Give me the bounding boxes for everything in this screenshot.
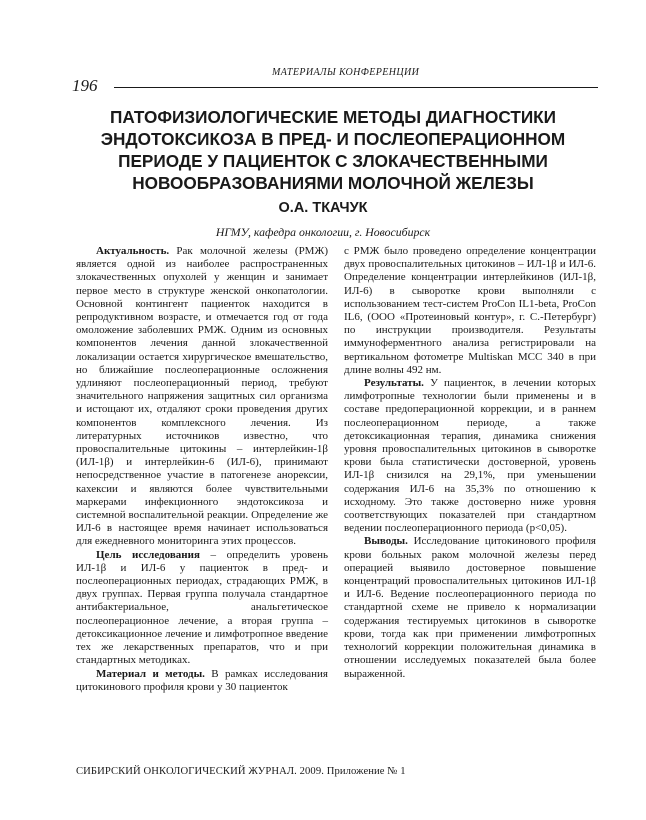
conclusions-paragraph (344, 535, 596, 680)
aim-paragraph (76, 549, 328, 668)
results-text: У пациенток, в лечении которых лимфотропные технологии были применены и в составе предоперационной коррекции, и в раннем послеоперационном периоде, а также детоксикационная терапия, динамика снижения уровня провоспалительных цитокинов в сыворотке крови была статистически достоверной, уровень ИЛ-1β снизился на 29,1%, при уменьшении содержания ИЛ-6 на 35,3% по отношению к исходному. Это также достоверно ниже уровня соответствующих показателей при стандартном ведении послеоперационного периода (р<0,05). (344, 377, 596, 535)
running-head: МАТЕРИАЛЫ КОНФЕРЕНЦИИ (272, 67, 420, 78)
article-title (80, 106, 586, 194)
title-line: НОВООБРАЗОВАНИЯМИ МОЛОЧНОЙ ЖЕЛЕЗЫ (132, 173, 534, 193)
title-line: ЭНДОТОКСИКОЗА В ПРЕД- И ПОСЛЕОПЕРАЦИОННОМ (100, 129, 566, 149)
aim-text: – определить уровень ИЛ-1β и ИЛ-6 у пациенток в пред- и послеоперационных периодах, страдающих РМЖ, в двух группах. Первая группа получала стандартное антибактериальное, анальгетическое послеоперационное лечение, а вторая группа – детоксикационное лечение и лимфотропное введение тех же лекарственных препаратов, что и при стандартных методиках. (76, 548, 329, 667)
methods-text-right: с РМЖ было проведено определение концентрации двух провоспалительных цитокинов – ИЛ-1β и ИЛ-6. Определение концентрации интерлейкинов (ИЛ-1β, ИЛ-6) в сыворотке крови выполняли с использованием тест-систем ProCon IL1-beta, ProCon IL6, (ООО «Протеиновый контур», г. С.-Петербург) по инструкции производителя. Результаты иммуноферментного анализа регистрировали на вертикальном фотометре Multiskan MCC 340 в при длине волны 492 нм. (344, 245, 596, 376)
results-heading: Результаты. (364, 377, 424, 390)
conclusions-heading: Выводы. (364, 535, 408, 548)
methods-continued-paragraph (344, 245, 596, 377)
left-column (76, 245, 328, 694)
page-number: 196 (72, 76, 98, 95)
methods-paragraph (76, 668, 328, 694)
journal-footer: СИБИРСКИЙ ОНКОЛОГИЧЕСКИЙ ЖУРНАЛ. 2009. Приложение № 1 (76, 766, 406, 777)
relevance-text: Рак молочной железы (РМЖ) является одной из наиболее распространенных злокачественных опухолей у женщин и занимает первое место в структуре женской онкопатологии. Основной контингент пациенток находится в репродуктивном возрасте, и отмечается год от года омоложение заболевших РМЖ. Одним из основных компонентов лечения данной злокачественной локализации остается хирургическое вмешательство, но ближайшие послеоперационные осложнения удлиняют послеоперационный период, требуют значительного напряжения защитных сил организма и истощают их, отдаляют сроки проведения других компонентов комплексного лечения. Из литературных источников известно, что провоспалительные цитокины – интерлейкин-1β (ИЛ-1β) и интерлейкин-6 (ИЛ-6), принимают непосредственное участие в патогенезе анорексии, кахексии и являются более чувствительными маркерами инфекционного эндотоксикоза и системной воспалительной реакции. Определение же ИЛ-6 в настоящее время начинает использоваться для ежедневного мониторинга этих процессов. (76, 245, 328, 548)
relevance-paragraph (76, 245, 328, 549)
right-column (344, 245, 596, 681)
author-name: О.А. ТКАЧУК (278, 200, 368, 216)
author-affiliation: НГМУ, кафедра онкологии, г. Новосибирск (215, 225, 431, 239)
title-line: ПЕРИОДЕ У ПАЦИЕНТОК С ЗЛОКАЧЕСТВЕННЫМИ (118, 151, 548, 171)
title-line: ПАТОФИЗИОЛОГИЧЕСКИЕ МЕТОДЫ ДИАГНОСТИКИ (109, 107, 557, 127)
conclusions-text: Исследование цитокинового профиля крови больных раком молочной железы перед операцией выявило достоверное повышение концентраций провоспалительных цитокинов ИЛ-1β и ИЛ-6. Ведение послеоперационного периода по стандартной схеме не привело к нормализации содержания тестируемых цитокинов в сыворотке крови, тогда как при применении лимфотропных технологий коррекции положительная динамика в отношении исследуемых показателей была более выраженной. (344, 535, 596, 680)
results-paragraph (344, 377, 596, 535)
relevance-heading: Актуальность. (96, 245, 170, 257)
methods-text-left: В рамках исследования цитокинового профиля крови у 30 пациенток (76, 667, 328, 693)
header-rule (114, 87, 598, 88)
aim-heading: Цель исследования (96, 548, 200, 561)
methods-heading: Материал и методы. (96, 667, 205, 680)
